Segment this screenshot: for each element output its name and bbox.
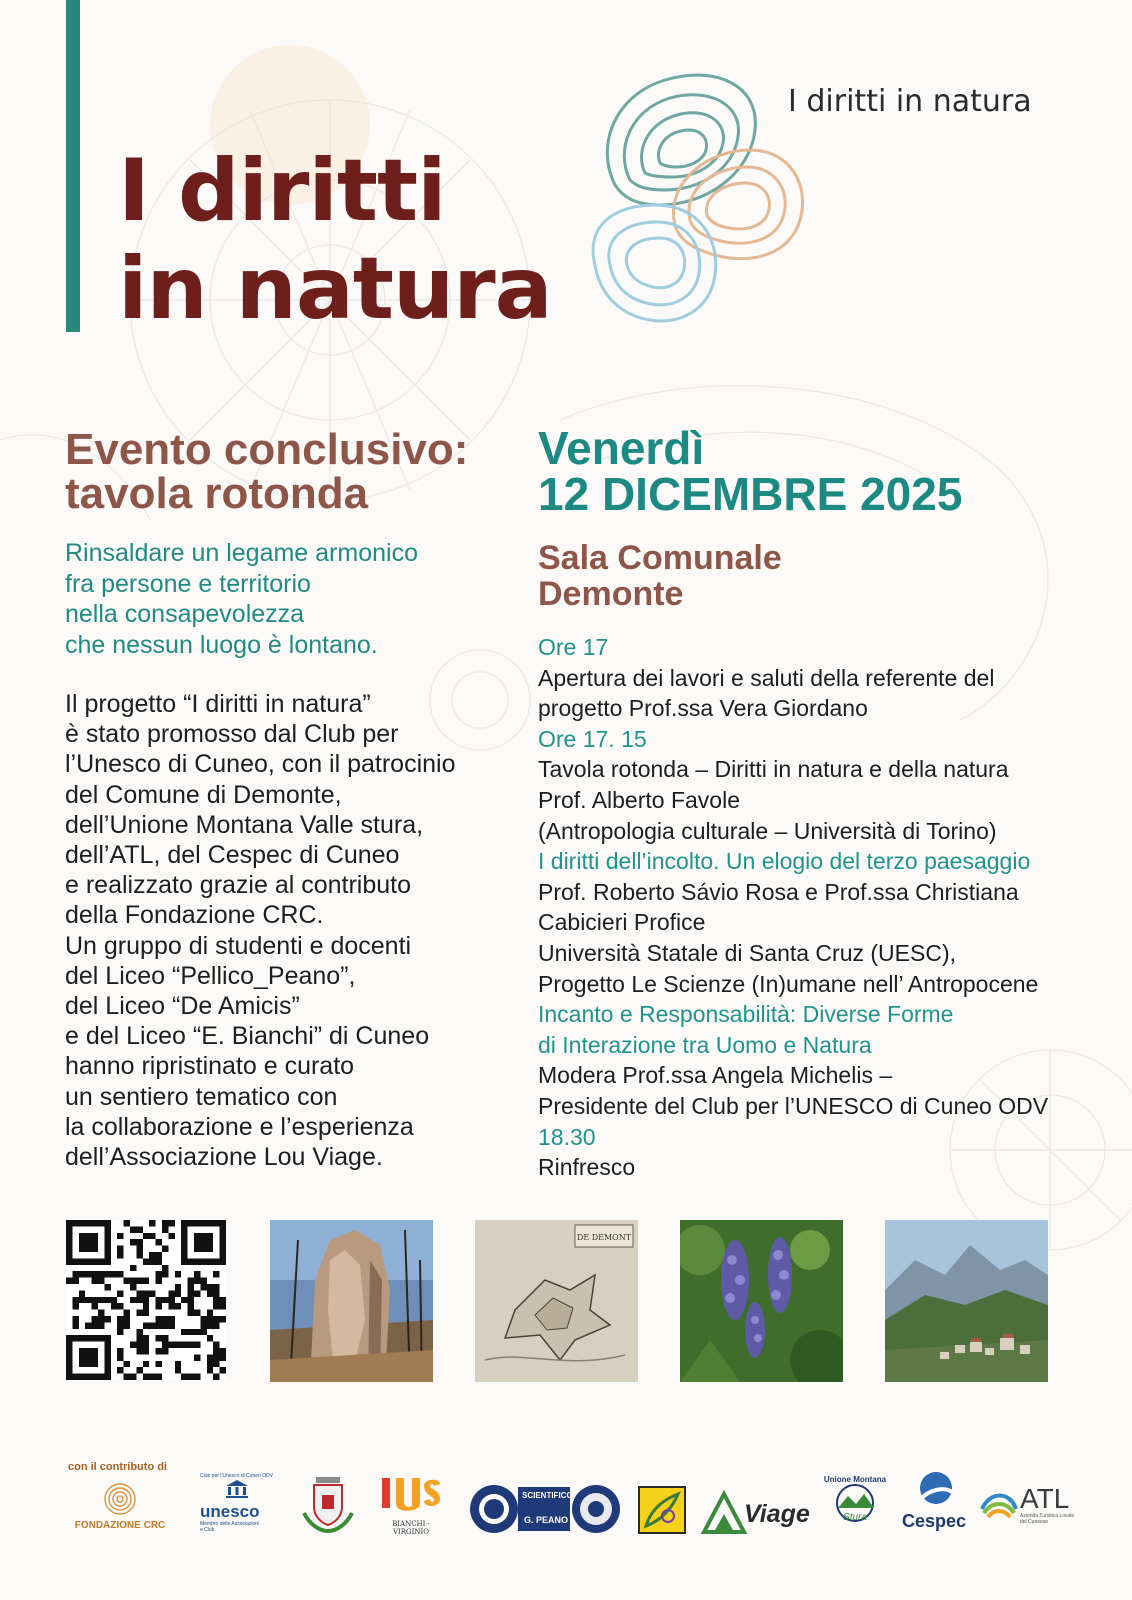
atl-logo	[980, 1483, 1080, 1533]
photo-landscape	[885, 1220, 1048, 1382]
event-date	[538, 422, 963, 520]
description-line: dell’ATL, del Cespec di Cuneo	[65, 841, 400, 870]
temple-icon	[224, 1479, 250, 1499]
description-line: Un gruppo di studenti e docenti	[65, 931, 412, 960]
program-detail-item: Rinfresco	[538, 1154, 636, 1181]
program-detail-item: Progetto Le Scienze (In)umane nell’ Antropocene	[538, 970, 1039, 997]
description-line: e realizzato grazie al contributo	[65, 871, 412, 900]
mountain-icon	[700, 1488, 748, 1536]
tagline-line: fra persone e territorio	[65, 569, 311, 598]
poster-title	[118, 142, 552, 338]
program-detail-item: Apertura dei lavori e saluti della referente del	[538, 664, 995, 691]
place-line-2: Demonte	[538, 575, 684, 613]
program-time-item: 18.30	[538, 1123, 596, 1150]
liceo-peano-label: G. PEANO	[524, 1515, 569, 1525]
program-detail-item: Presidente del Club per l’UNESCO di Cuneo ODV	[538, 1092, 1049, 1119]
unesco-club-label: Club per l’Unesco di Cuneo ODV	[200, 1473, 274, 1479]
liceo-bianchi-logo	[376, 1474, 446, 1536]
title-line-2: in natura	[118, 239, 552, 339]
crc-label: FONDAZIONE CRC	[74, 1520, 166, 1531]
description-line: del Liceo “Pellico_Peano”,	[65, 961, 356, 990]
project-description	[65, 689, 456, 1172]
bianchi-label: BIANCHI · VIRGINIO	[392, 1520, 430, 1536]
program-detail-item: Modera Prof.ssa Angela Michelis –	[538, 1062, 893, 1089]
tagline-line: nella consapevolezza	[65, 600, 305, 628]
tagline-line: Rinsaldare un legame armonico	[65, 539, 418, 567]
photo-map	[475, 1220, 638, 1382]
event-title	[65, 425, 469, 518]
program-detail-item: Tavola rotonda – Diritti in natura e della natura	[538, 756, 1009, 783]
description-line: del Comune di Demonte,	[65, 780, 342, 809]
title-line-1: I diritti	[118, 141, 446, 241]
event-weekday: Venerdì	[538, 422, 705, 474]
description-line: dell’Unione Montana Valle stura,	[65, 810, 424, 839]
unesco-club-logo	[200, 1473, 276, 1533]
program-time-item: Ore 17. 15	[538, 725, 647, 752]
atl-sub-label: Azienda Turistica Locale del Cuneese	[1020, 1513, 1075, 1525]
program-time-item: I diritti dell’incolto. Un elogio del terzo paesaggio	[538, 848, 1031, 875]
svg-text:DE DEMONT: DE DEMONT	[576, 1233, 632, 1242]
program-detail-item: Cabicieri Profice	[538, 909, 706, 936]
event-full-date: 12 DICEMBRE 2025	[538, 468, 963, 520]
program-detail-item: Prof. Alberto Favole	[538, 786, 740, 813]
photo-flowers	[680, 1220, 843, 1382]
program-detail-item: (Antropologia culturale – Università di Torino)	[538, 817, 997, 844]
unione-label: Unione Montana	[823, 1475, 887, 1484]
program-detail-item: Prof. Roberto Sávio Rosa e Prof.ssa Christiana	[538, 878, 1019, 905]
bianchi-virginio-icon	[380, 1474, 442, 1516]
crc-rings-icon	[100, 1482, 140, 1516]
unesco-label: unesco	[200, 1502, 260, 1521]
program-time-item: Incanto e Responsabilità: Diverse Forme	[538, 1001, 954, 1028]
program-detail-item: Università Statale di Santa Cruz (UESC),	[538, 939, 956, 966]
description-line: l’Unesco di Cuneo, con il patrocinio	[65, 750, 456, 779]
accent-bar	[66, 0, 80, 332]
atl-icon	[980, 1487, 1018, 1527]
description-line: è stato promosso dal Club per	[65, 720, 399, 749]
program-time-item: di Interazione tra Uomo e Natura	[538, 1031, 872, 1058]
place-line-1: Sala Comunale	[538, 539, 782, 577]
event-title-line-2: tavola rotonda	[65, 469, 369, 518]
program-detail-item: progetto Prof.ssa Vera Giordano	[538, 695, 868, 722]
program-time-item: Ore 17	[538, 634, 609, 660]
event-title-line-1: Evento conclusivo:	[65, 425, 469, 474]
contribution-label: con il contributo di	[68, 1461, 167, 1473]
description-line: Il progetto “I diritti in natura”	[65, 690, 371, 718]
lou-viage-logo	[700, 1488, 815, 1536]
photo-rock	[270, 1220, 433, 1382]
description-line: hanno ripristinato e curato	[65, 1052, 355, 1081]
cespec-label: Cespec	[901, 1511, 967, 1531]
unione-montana-logo	[820, 1475, 890, 1539]
logo-text: I diritti in natura	[788, 84, 1032, 119]
fondazione-crc-logo	[70, 1482, 170, 1531]
lou-viage-label: Viage	[744, 1500, 810, 1528]
qr-code[interactable]	[66, 1220, 226, 1380]
program-list	[538, 632, 1048, 1183]
cespec-logo	[894, 1470, 974, 1530]
description-line: un sentiero tematico con	[65, 1082, 338, 1111]
tagline-line: che nessun luogo è lontano.	[65, 630, 378, 659]
stura-label: Stura	[843, 1512, 867, 1523]
unesco-member-label: Membro delle Associazioni e Club	[200, 1521, 260, 1533]
liceo-scientifico-label: SCIENTIFICO	[522, 1491, 573, 1500]
description-line: e del Liceo “E. Bianchi” di Cuneo	[65, 1022, 430, 1051]
demonte-coat-of-arms-icon	[300, 1473, 356, 1533]
tagline	[65, 538, 418, 660]
event-place	[538, 540, 782, 612]
description-line: della Fondazione CRC.	[65, 901, 324, 930]
description-line: del Liceo “De Amicis”	[65, 992, 300, 1021]
school-emblem-icon	[638, 1486, 686, 1534]
cespec-icon	[914, 1470, 954, 1508]
description-line: dell’Associazione Lou Viage.	[65, 1143, 383, 1172]
atl-label: ATL	[1020, 1483, 1070, 1514]
liceo-peano-logo	[470, 1483, 620, 1535]
description-line: la collaborazione e l’esperienza	[65, 1112, 414, 1141]
